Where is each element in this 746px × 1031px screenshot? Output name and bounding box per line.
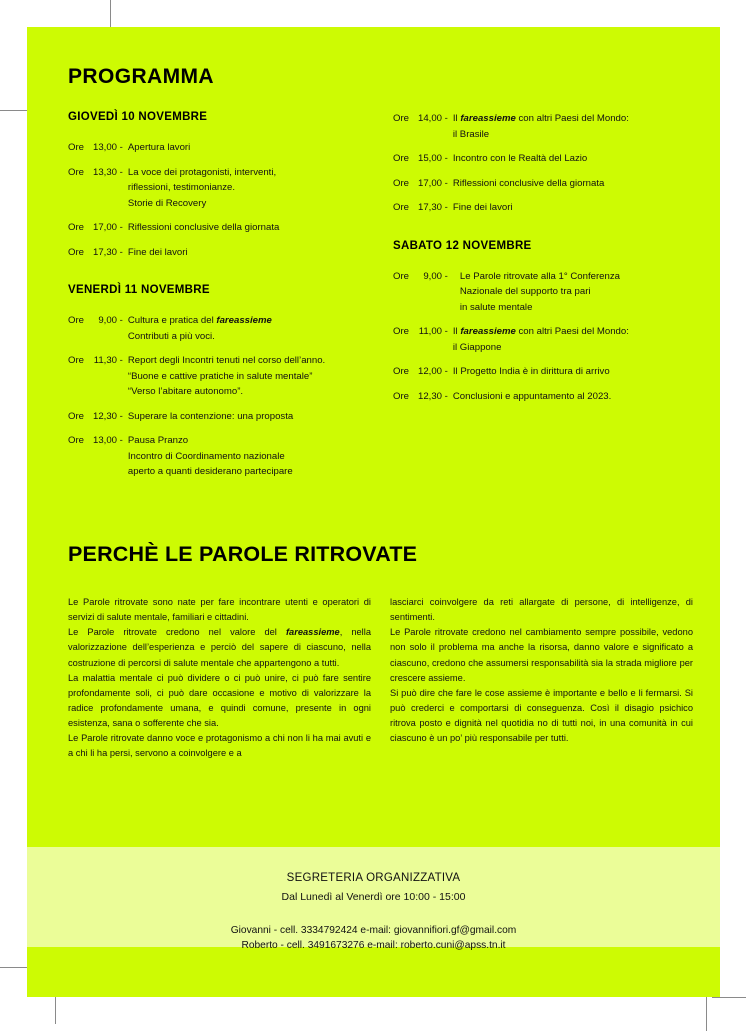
entry-description: Apertura lavori bbox=[127, 142, 191, 153]
page-title: PROGRAMMA bbox=[68, 65, 214, 88]
entry-description: Fine dei lavori bbox=[127, 246, 188, 258]
why-paragraph: La malattia mentale ci può dividere o ci può unire, ci può fare sentire profondamente soli, ci può dare occasione e motivo di valorizzare la radice profondamente umana, e quindi comune, presente in ogni esistenza, sana o sofferente che sia. bbox=[68, 672, 371, 729]
entry-description: La voce dei protagonisti, interventi, riflessioni, testimonianze. Storie di Recovery bbox=[127, 166, 277, 209]
day-block-thursday bbox=[68, 111, 388, 260]
program-entry bbox=[393, 151, 693, 167]
program-column-right bbox=[393, 111, 693, 404]
why-column-left bbox=[68, 595, 371, 762]
entry-time: Ore 9,00 - bbox=[393, 270, 448, 282]
program-entry bbox=[68, 353, 388, 400]
entry-time: Ore 17,00 - bbox=[68, 222, 123, 234]
entry-description: Riflessioni conclusive della giornata bbox=[452, 177, 605, 189]
entry-description: Cultura e pratica del fareassieme Contributi a più voci. bbox=[127, 315, 272, 342]
day-entries bbox=[68, 140, 388, 260]
day-entries bbox=[393, 269, 693, 405]
entry-time: Ore 11,30 - bbox=[68, 355, 123, 367]
footer-contacts bbox=[27, 924, 720, 954]
day-entries bbox=[68, 313, 388, 480]
entry-time: Ore 17,00 - bbox=[393, 177, 448, 189]
entry-time: Ore 17,30 - bbox=[68, 246, 123, 258]
entry-time: Ore 14,00 - bbox=[393, 113, 448, 124]
entry-time: Ore 13,00 - bbox=[68, 142, 123, 153]
program-entry bbox=[68, 313, 388, 344]
why-paragraph: lasciarci coinvolgere da reti allargate di persone, di intelligenze, di sentimenti. bbox=[390, 597, 693, 623]
entry-time: Ore 12,30 - bbox=[68, 410, 123, 422]
why-columns bbox=[68, 595, 693, 762]
poster-panel bbox=[27, 27, 720, 997]
entry-time: Ore 9,00 - bbox=[68, 315, 123, 327]
program-section bbox=[68, 65, 693, 480]
entry-time: Ore 12,00 - bbox=[393, 366, 448, 378]
program-entry bbox=[393, 200, 693, 216]
entry-time: Ore 12,30 - bbox=[393, 390, 448, 402]
day-heading: VENERDÌ 11 NOVEMBRE bbox=[68, 284, 210, 297]
why-paragraph: Si può dire che fare le cose assieme è importante e bello e li fermarsi. Si può crederci e comportarsi di conseguenza. Così il disagio psichico ritrova posto e dignità nel quotidia no di tutti noi, in una comunità in cui ciascuno è un po’ più responsabile per tutti. bbox=[390, 687, 693, 744]
day-block-thursday-continued bbox=[393, 111, 693, 216]
program-entry bbox=[68, 140, 388, 156]
why-paragraph: Le Parole ritrovate danno voce e protagonismo a chi non li ha mai avuti e a chi li ha persi, servono a coinvolgere e a bbox=[68, 733, 371, 759]
footer-band bbox=[27, 847, 720, 951]
why-section bbox=[68, 542, 693, 762]
footer-contact-giovanni: Giovanni - cell. 3334792424 e-mail: giovannifiori.gf@gmail.com bbox=[230, 925, 517, 936]
footer-contact-roberto: Roberto - cell. 3491673276 e-mail: roberto.cuni@apss.tn.it bbox=[241, 939, 506, 951]
crop-mark-bottom-right-h bbox=[712, 997, 746, 998]
program-entry bbox=[68, 245, 388, 261]
program-entry bbox=[68, 165, 388, 212]
day-entries bbox=[393, 111, 693, 216]
day-heading: SABATO 12 NOVEMBRE bbox=[393, 239, 532, 252]
entry-description: Superare la contenzione: una proposta bbox=[127, 410, 294, 422]
entry-description: Le Parole ritrovate alla 1° Conferenza Nazionale del supporto tra pari in salute mentale bbox=[459, 270, 620, 313]
entry-time: Ore 13,00 - bbox=[68, 435, 123, 447]
entry-time: Ore 13,30 - bbox=[68, 166, 123, 178]
program-columns bbox=[68, 111, 693, 480]
why-paragraph: Le Parole ritrovate sono nate per fare incontrare utenti e operatori di servizi di salute mentale, familiari e cittadini. bbox=[68, 597, 371, 623]
why-paragraph: Le Parole ritrovate credono nel valore del fareassieme, nella valorizzazione dell’esperienza e perciò del sapere di ciascuno, nella costruzione di percorsi di salute mentale che appartengono a tutti. bbox=[68, 627, 371, 668]
footer-hours: Dal Lunedì al Venerdì ore 10:00 - 15:00 bbox=[281, 891, 466, 903]
entry-time: Ore 11,00 - bbox=[393, 326, 448, 338]
day-block-saturday bbox=[393, 240, 693, 405]
entry-description: Riflessioni conclusive della giornata bbox=[127, 222, 280, 234]
entry-description: Report degli Incontri tenuti nel corso dell’anno. “Buone e cattive pratiche in salute mentale” “Verso l’abitare autonomo”. bbox=[127, 355, 326, 398]
program-entry bbox=[68, 220, 388, 236]
program-column-left bbox=[68, 111, 388, 480]
day-heading: GIOVEDÌ 10 NOVEMBRE bbox=[68, 111, 208, 123]
program-entry bbox=[393, 364, 693, 380]
entry-description: Il Progetto India è in dirittura di arrivo bbox=[452, 366, 610, 378]
entry-description: Conclusioni e appuntamento al 2023. bbox=[452, 390, 612, 402]
program-entry bbox=[393, 176, 693, 192]
entry-description: Incontro con le Realtà del Lazio bbox=[452, 153, 588, 165]
why-paragraph: Le Parole ritrovate credono nel cambiamento sempre possibile, vedono non solo il problema ma anche la risorsa, danno valore e significato a ciascuno, credono che assumersi responsabilità sia la strada migliore per crescere assieme. bbox=[390, 627, 693, 683]
entry-time: Ore 17,30 - bbox=[393, 202, 448, 214]
program-entry bbox=[393, 389, 693, 405]
entry-description: Fine dei lavori bbox=[452, 202, 513, 214]
day-block-friday bbox=[68, 284, 388, 480]
program-entry bbox=[393, 324, 693, 355]
program-entry bbox=[393, 111, 693, 142]
entry-description: Il fareassieme con altri Paesi del Mondo: il Brasile bbox=[452, 113, 629, 140]
entry-time: Ore 15,00 - bbox=[393, 153, 448, 165]
program-entry bbox=[68, 433, 388, 480]
program-entry bbox=[68, 409, 388, 425]
why-title: PERCHÈ LE PAROLE RITROVATE bbox=[68, 542, 418, 566]
entry-description: Pausa Pranzo Incontro di Coordinamento nazionale aperto a quanti desiderano partecipare bbox=[127, 435, 293, 478]
crop-mark-bottom-right-v bbox=[706, 997, 707, 1031]
program-entry bbox=[393, 269, 693, 316]
why-column-right bbox=[390, 595, 693, 762]
footer-title: SEGRETERIA ORGANIZZATIVA bbox=[286, 872, 461, 884]
entry-description: Il fareassieme con altri Paesi del Mondo: il Giappone bbox=[452, 326, 629, 353]
